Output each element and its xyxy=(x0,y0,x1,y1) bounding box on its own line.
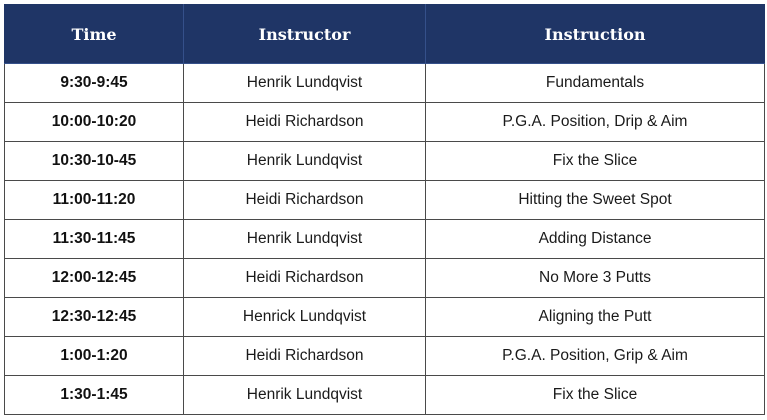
column-header-instruction: Instruction xyxy=(426,5,765,64)
time-cell: 9:30-9:45 xyxy=(5,64,184,103)
time-cell: 12:30-12:45 xyxy=(5,298,184,337)
time-cell: 11:30-11:45 xyxy=(5,220,184,259)
time-cell: 12:00-12:45 xyxy=(5,259,184,298)
instructor-cell: Heidi Richardson xyxy=(184,259,426,298)
table-row xyxy=(5,103,765,142)
table-header xyxy=(5,5,765,64)
column-header-time: Time xyxy=(5,5,184,64)
column-header-instructor: Instructor xyxy=(184,5,426,64)
instruction-cell: Fix the Slice xyxy=(426,142,765,181)
time-cell: 11:00-11:20 xyxy=(5,181,184,220)
time-cell: 10:30-10-45 xyxy=(5,142,184,181)
instructor-cell: Henrik Lundqvist xyxy=(184,376,426,415)
table-body xyxy=(5,64,765,415)
time-cell: 1:30-1:45 xyxy=(5,376,184,415)
table-row xyxy=(5,376,765,415)
instruction-cell: Aligning the Putt xyxy=(426,298,765,337)
time-cell: 10:00-10:20 xyxy=(5,103,184,142)
instructor-cell: Henrik Lundqvist xyxy=(184,64,426,103)
header-row xyxy=(5,5,765,64)
table-row xyxy=(5,142,765,181)
table-row xyxy=(5,298,765,337)
schedule-table xyxy=(4,4,765,415)
table-row xyxy=(5,337,765,376)
instruction-cell: Adding Distance xyxy=(426,220,765,259)
instruction-cell: No More 3 Putts xyxy=(426,259,765,298)
instruction-cell: Fundamentals xyxy=(426,64,765,103)
instruction-cell: Fix the Slice xyxy=(426,376,765,415)
table-row xyxy=(5,259,765,298)
instructor-cell: Heidi Richardson xyxy=(184,103,426,142)
table-row xyxy=(5,64,765,103)
instructor-cell: Heidi Richardson xyxy=(184,337,426,376)
instructor-cell: Henrick Lundqvist xyxy=(184,298,426,337)
table-row xyxy=(5,220,765,259)
instructor-cell: Henrik Lundqvist xyxy=(184,220,426,259)
instruction-cell: P.G.A. Position, Grip & Aim xyxy=(426,337,765,376)
time-cell: 1:00-1:20 xyxy=(5,337,184,376)
instruction-cell: Hitting the Sweet Spot xyxy=(426,181,765,220)
table-row xyxy=(5,181,765,220)
instructor-cell: Henrik Lundqvist xyxy=(184,142,426,181)
instruction-cell: P.G.A. Position, Drip & Aim xyxy=(426,103,765,142)
instructor-cell: Heidi Richardson xyxy=(184,181,426,220)
